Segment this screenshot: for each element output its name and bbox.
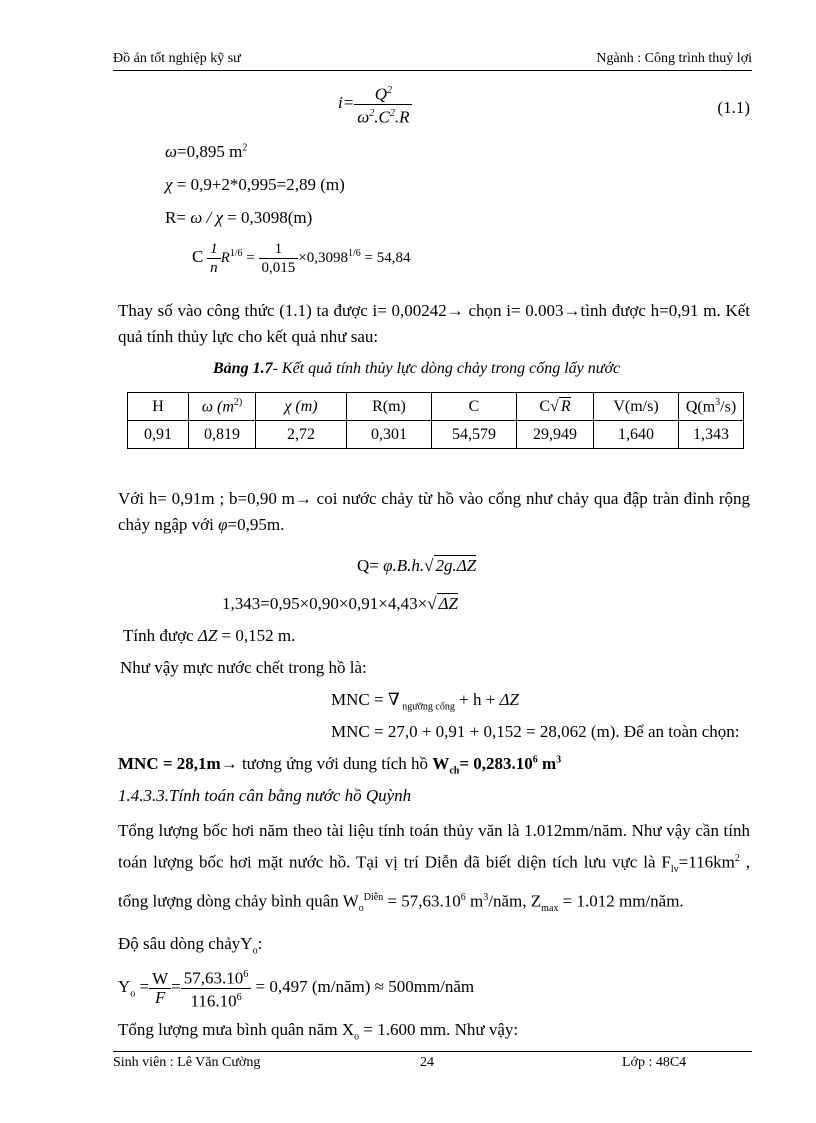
equation-1-1: i= $\frac{Q^2}{\omega^2.C^2.R}$ [338,82,412,126]
equation-tag: (1.1) [717,98,750,117]
delta-z-line: Tính được ΔZ = 0,152 m. [123,626,296,645]
table-cell: 29,949 [517,421,594,449]
header-left: Đồ án tốt nghiệp kỹ sư [113,51,241,66]
page-number: 24 [420,1055,434,1070]
table-cell: 0,301 [347,421,432,449]
th-h: H [128,393,189,421]
paragraph-weir: Với h= 0,91m ; b=0,90 m→ coi nước chảy từ hồ vào cống như chảy qua đập tràn đỉnh rộng chảy ngập với φ=0,95m. [118,489,750,534]
runoff-depth-equation: $Y_o$ = $\frac{W}{F}$ = $\frac{57,63.10^6}{116.10^6}$ = 0,497 (m/năm) ≈ 500mm/năm [118,966,474,1010]
th-c: C [432,393,517,421]
discharge-equation: Q= φ.B.h.√ 2g.ΔZ [357,556,477,575]
table-row [128,421,744,449]
numeric-equation: 1,343=0,95×0,90×0,91×4,43×√ ΔZ [222,594,458,613]
mnc-result: MNC = 28,1m→ tương ứng với dung tích hồ $W_{ch}= 0,283.10^6$ $m^3$ [118,754,562,777]
depth-heading: Độ sâu dòng chảyY$_o$: [118,934,263,957]
footer-rule [113,1051,752,1052]
footer-student: Sinh viên : Lê Văn Cường [113,1055,261,1070]
r-line: R= ω / χ = 0,3098(m) [165,208,313,227]
table-caption: Bảng 1.7- Kết quả tính thủy lực dòng chảy trong cống lấy nước [213,360,621,377]
mnc-calc: MNC = 27,0 + 0,91 + 0,152 = 28,062 (m). Để an toàn chọn: [331,722,740,741]
paragraph-evaporation: Tổng lượng bốc hơi năm theo tài liệu tính toán thủy văn là 1.012mm/năm. Như vậy cần tính toán lượng bốc hơi mặt nước hồ. Tại vị trí Diễn đã biết diện tích lưu vực là $F_{lv}=116km^2$ , tổng lượng dòng chảy bình quân $W_o^{Diễn} = 57,63.10^6$ $m^3$/năm, $Z_{max} = 1.012$ mm/năm. [118,821,750,915]
th-c-sqrt-r: C√ R [517,393,594,421]
paragraph-slope: Thay số vào công thức (1.1) ta được i= 0,00242→ chọn i= 0.003→tình được h=0,91 m. Kết quả tính thủy lực cho kết quả như sau: [118,301,750,346]
header-rule [113,70,752,71]
table-cell: 1,343 [679,421,744,449]
mnc-formula: MNC = ∇ $_{ngưỡng cống}$ + h + ΔZ [331,690,519,713]
th-chi: χ (m) [256,393,347,421]
mnc-intro: Như vậy mực nước chết trong hồ là: [120,658,367,677]
table-cell: 2,72 [256,421,347,449]
th-omega: ω ($m^{2)}$ [189,393,256,421]
th-q: $Q(m^3/s)$ [679,393,744,421]
chi-line: χ = 0,9+2*0,995=2,89 (m) [165,175,345,194]
omega-line: ω=0,895 $m^2$ [165,142,248,161]
rainfall-line: Tổng lượng mưa bình quân năm $X_o = 1.600$ mm. Như vậy: [118,1020,519,1043]
table-cell: 0,819 [189,421,256,449]
th-v: V(m/s) [594,393,679,421]
th-r: R(m) [347,393,432,421]
section-heading: 1.4.3.3.Tính toán cân bằng nước hồ Quỳnh [118,786,412,805]
header-right: Ngành : Công trình thuỷ lợi [596,51,752,66]
table-cell: 1,640 [594,421,679,449]
footer-class: Lớp : 48C4 [622,1055,687,1070]
table-cell: 54,579 [432,421,517,449]
table-header-row [128,393,744,421]
hydraulic-results-table [127,392,744,449]
c-line: C $\frac{1}{n}$ $R^{1/6}$ = $\frac{1}{0,015}$ $\times 0,3098^{1/6} = 54,84$ [192,241,411,276]
table-cell: 0,91 [128,421,189,449]
